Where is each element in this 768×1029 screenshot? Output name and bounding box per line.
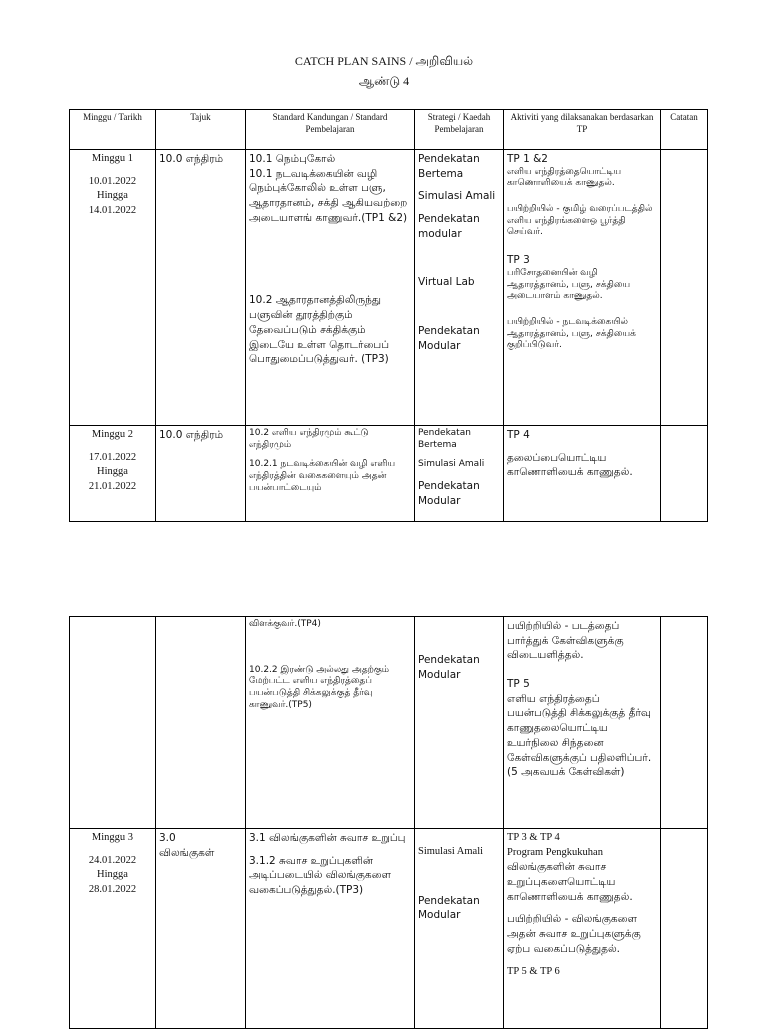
strategy-item: Pendekatan Modular — [418, 480, 480, 507]
strategy-item: Simulasi Amali — [418, 459, 485, 470]
program-label: Program Pengkukuhan — [507, 846, 603, 858]
notes-cell — [661, 829, 708, 1029]
header-catatan: Catatan — [661, 110, 708, 150]
activity-cell — [504, 617, 661, 829]
activity-cell — [504, 426, 661, 522]
date-start: 24.01.2022 — [88, 854, 137, 866]
header-standard: Standard Kandungan / Standard Pembelajaran — [246, 110, 415, 150]
strategy-cell — [415, 617, 504, 829]
date-start: 10.01.2022 — [88, 175, 137, 187]
week-label: Minggu 1 — [91, 153, 134, 164]
week-cell — [70, 426, 156, 522]
activity-cell — [504, 829, 661, 1029]
strategy-cell — [415, 426, 504, 522]
topic-number: 3.0 — [159, 832, 176, 844]
tp-label: TP 3 & TP 4 — [507, 832, 560, 843]
strategy-item: Pendekatan modular — [418, 213, 480, 240]
standard-cell — [246, 426, 415, 522]
strategy-item: Pendekatan Bertema — [418, 153, 480, 180]
table-header-row — [70, 110, 708, 150]
week-cell — [70, 829, 156, 1029]
topic-cell — [156, 426, 246, 522]
week-cell — [70, 150, 156, 426]
activity-cell — [504, 150, 661, 426]
week-label: Minggu 2 — [91, 429, 134, 440]
week-cell — [70, 617, 156, 829]
date-start: 17.01.2022 — [88, 451, 137, 463]
strategy-item: Simulasi Amali — [418, 190, 496, 203]
standard-item: 10.2.1 நடவடிக்கையின் வழி எளிய எந்திரத்தின் வகைகளையும் அதன் பயன்பாட்டையும் — [249, 459, 396, 493]
date-end: 21.01.2022 — [88, 481, 137, 493]
header-aktiviti: Aktiviti yang dilaksanakan berdasarkan TP — [504, 110, 661, 150]
strategy-cell — [415, 150, 504, 426]
strategy-item: Simulasi Amali — [418, 846, 484, 857]
date-to: Hingga — [97, 190, 128, 202]
standard-item: 3.1.2 சுவாச உறுப்புகளின் அடிப்படையில் விலங்குகளை வகைப்படுத்துதல்.(TP3) — [249, 854, 392, 897]
notes-cell — [661, 150, 708, 426]
week-label: Minggu 3 — [91, 832, 134, 843]
standard-item: 10.2.2 இரண்டு அல்லது அதற்கும் மேற்பட்ட எளிய எந்திரத்தைப் பயன்படுத்தி சிக்கலுக்குத் தீர்வு காணுவர்.(TP5) — [249, 664, 390, 710]
standard-cell — [246, 829, 415, 1029]
tp-label: TP 1 &2 — [507, 153, 548, 165]
standard-cell — [246, 150, 415, 426]
activity-item: எளிய எந்திரத்தையொட்டிய காணொளியைக் காணுதல். — [507, 166, 622, 189]
lesson-plan-table-continued — [69, 616, 708, 1029]
notes-cell — [661, 426, 708, 522]
notes-cell — [661, 617, 708, 829]
standard-cell — [246, 617, 415, 829]
topic-label: 10.0 எந்திரம் — [159, 429, 224, 441]
date-end: 28.01.2022 — [88, 884, 137, 896]
standard-item: 10.2 ஆதாரதானத்திலிருந்து பளுவின் தூரத்திற்கும் தேவைப்படும் சக்திக்கும் இடையே உள்ள தொடர்பைப் பொதுமைப்படுத்துவர். (TP3) — [249, 294, 390, 366]
tp-label: TP 5 & TP 6 — [507, 965, 560, 977]
standard-item: 10.2 எளிய எந்திரமும் கூட்டு எந்திரமும் — [249, 428, 369, 450]
topic-cell — [156, 617, 246, 829]
table-row — [70, 150, 708, 426]
activity-item: பயிற்றியில் - குமிழ் வரைப்படத்தில் எளிய எந்திரங்களைஒ பூர்த்தி செய்வர். — [507, 204, 653, 238]
strategy-item: Pendekatan Modular — [418, 325, 480, 352]
date-to: Hingga — [97, 466, 128, 478]
header-strategi: Strategi / Kaedah Pembelajaran — [415, 110, 504, 150]
lesson-plan-table — [69, 109, 708, 522]
standard-item: 10.1 நெம்புகோல் — [249, 153, 336, 165]
activity-item: பயிற்றியில் - படத்தைப் பார்த்துக் கேள்விகளுக்கு விடையளித்தல். — [507, 620, 624, 662]
activity-item: பயிற்றியில் - விலங்குகளை அதன் சுவாச உறுப்புகளுக்கு ஏற்ப வகைப்படுத்துதல். — [507, 913, 641, 955]
table-row — [70, 426, 708, 522]
header-tajuk: Tajuk — [156, 110, 246, 150]
tp-label: TP 3 — [507, 254, 530, 267]
tp-label: TP 5 — [507, 678, 530, 691]
table-row — [70, 617, 708, 829]
activity-item: பயிற்றியில் - நடவடிக்கையில் ஆதாரத்தானம், பளு, சக்தியைக் குறிப்பிடுவர். — [507, 316, 636, 351]
strategy-item: Virtual Lab — [418, 276, 475, 289]
tp-label: TP 4 — [507, 429, 530, 441]
strategy-item: Pendekatan Modular — [418, 654, 480, 681]
document-subtitle: ஆண்டு 4 — [358, 74, 410, 88]
topic-label: 10.0 எந்திரம் — [159, 153, 224, 165]
standard-item: 10.1 நடவடிக்கையின் வழி நெம்புக்கோலில் உள்ள பளு, ஆதாரதானம், சக்தி ஆகியவற்றை அடையாளங் காணுவர்.(TP1 &2) — [249, 167, 408, 224]
topic-label: விலங்குகள் — [159, 846, 215, 859]
activity-item: தலைப்பையொட்டிய காணொளியைக் காணுதல். — [507, 451, 633, 479]
standard-item: விளக்குவர்.(TP4) — [249, 619, 321, 629]
topic-cell — [156, 829, 246, 1029]
date-to: Hingga — [97, 869, 128, 881]
strategy-item: Pendekatan Bertema — [418, 428, 471, 450]
activity-item: எளிய எந்திரத்தைப் பயன்படுத்தி சிக்கலுக்குத் தீர்வு காணுதலையொட்டிய உயர்நிலை சிந்தனை கேள்விகளுக்குப் பதிலளிப்பர்.(5 அகவயக் கேள்விகள்) — [507, 692, 652, 779]
header-minggu: Minggu / Tarikh — [70, 110, 156, 150]
document-title: CATCH PLAN SAINS / அறிவியல் — [294, 54, 474, 68]
table-row — [70, 829, 708, 1029]
strategy-cell — [415, 829, 504, 1029]
activity-item: பரிசோதனையின் வழி ஆதாரத்தானம், பளு, சக்தியை அடையாளம் காணுதல். — [507, 267, 631, 302]
strategy-item: Pendekatan Modular — [418, 894, 480, 922]
topic-cell — [156, 150, 246, 426]
date-end: 14.01.2022 — [88, 205, 137, 217]
standard-item: 3.1 விலங்குகளின் சுவாச உறுப்பு — [249, 832, 406, 844]
activity-item: விலங்குகளின் சுவாச உறுப்புகளையொட்டிய காணொளியைக் காணுதல். — [507, 861, 633, 903]
